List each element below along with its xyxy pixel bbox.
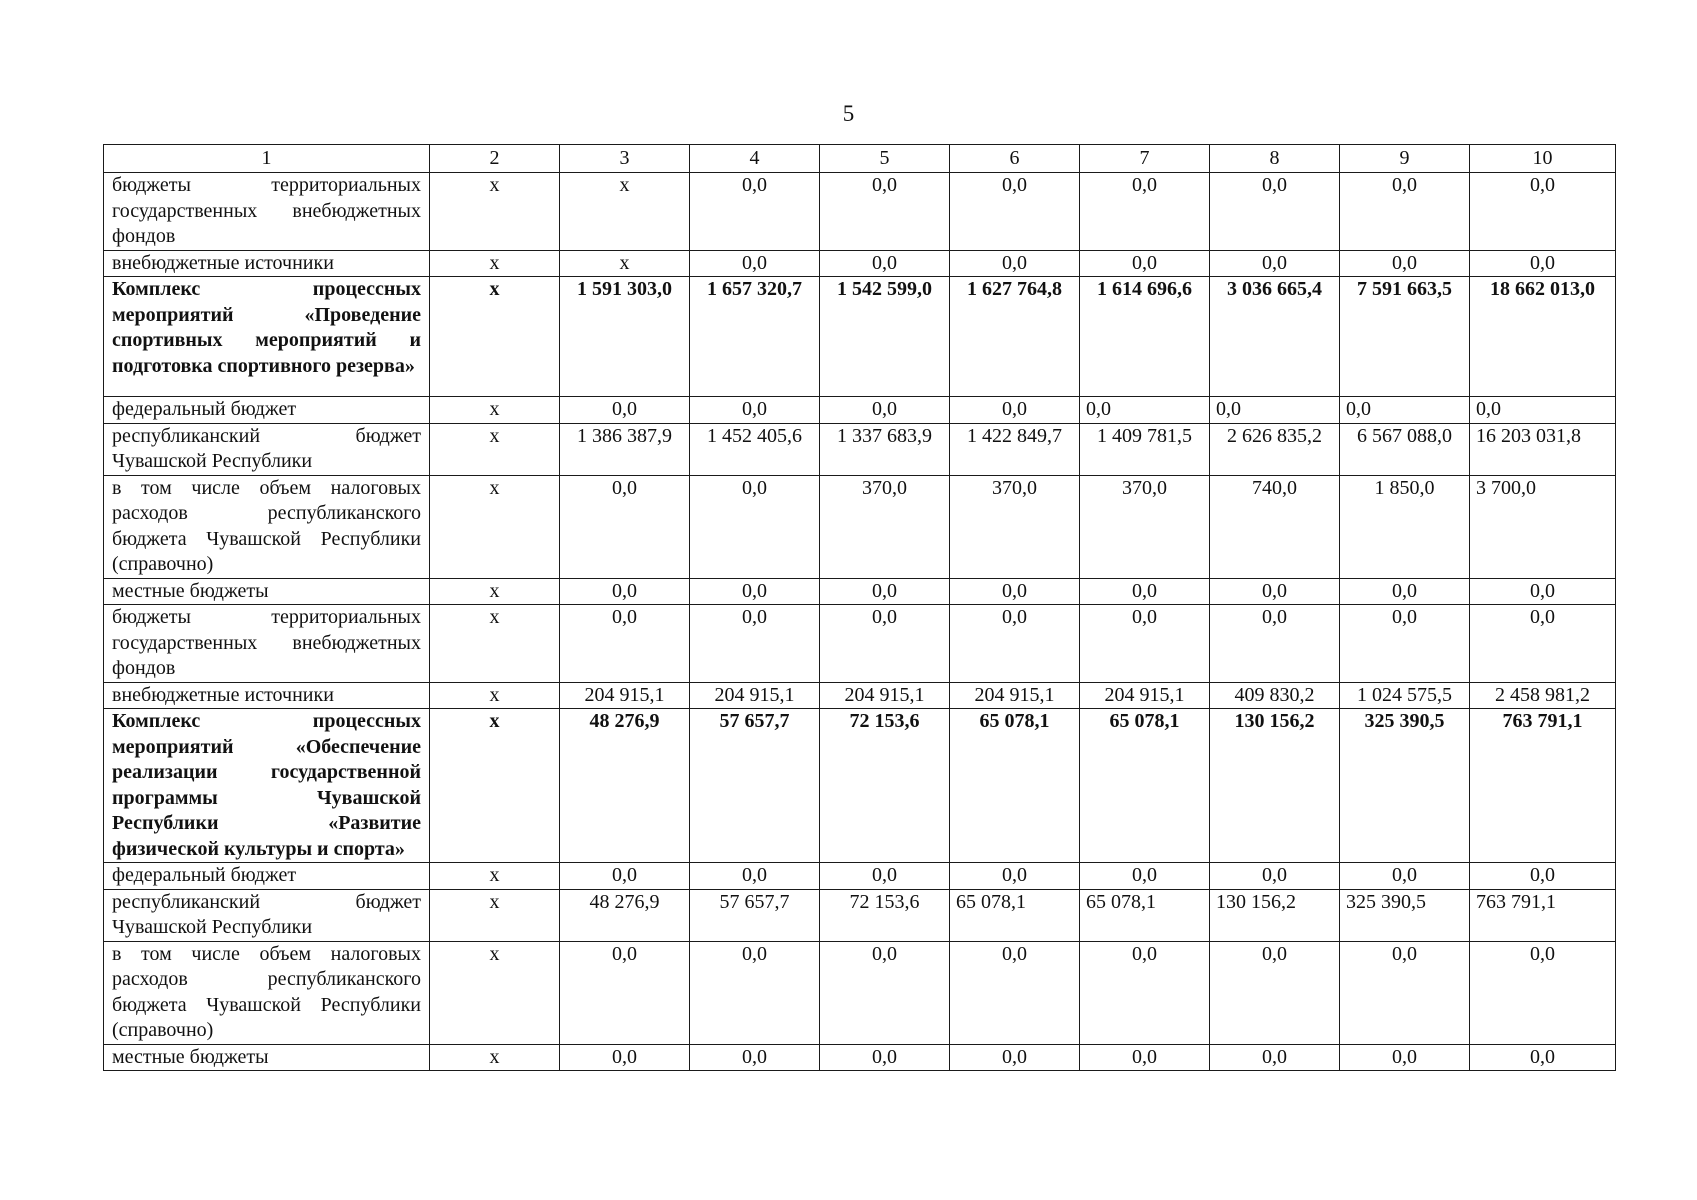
- value-cell-col-8: 409 830,2: [1210, 682, 1340, 709]
- row-label-cell: федеральный бюджет: [104, 397, 430, 424]
- table-row: [104, 397, 1616, 424]
- value-cell-col-9: 0,0: [1340, 1044, 1470, 1071]
- value-cell-col-7: 0,0: [1080, 250, 1210, 277]
- value-cell-col-10: 0,0: [1470, 605, 1616, 683]
- value-cell-col-10: 2 458 981,2: [1470, 682, 1616, 709]
- value-cell-col-6: 0,0: [950, 1044, 1080, 1071]
- value-cell-col-7: 65 078,1: [1080, 709, 1210, 863]
- row-label-cell: республиканский бюджет Чувашской Республики: [104, 423, 430, 475]
- row-label-cell: в том числе объем налоговых расходов республиканского бюджета Чувашской Республики (справочно): [104, 941, 430, 1044]
- value-cell-col-5: 0,0: [820, 578, 950, 605]
- table-row: [104, 423, 1616, 475]
- row-label-cell: внебюджетные источники: [104, 250, 430, 277]
- row-label-cell: республиканский бюджет Чувашской Республики: [104, 889, 430, 941]
- value-cell-col-8: 130 156,2: [1210, 889, 1340, 941]
- value-cell-col-3: 48 276,9: [560, 709, 690, 863]
- value-cell-col-4: 57 657,7: [690, 709, 820, 863]
- value-cell-col-2: х: [430, 889, 560, 941]
- value-cell-col-7: 65 078,1: [1080, 889, 1210, 941]
- value-cell-col-4: 0,0: [690, 173, 820, 251]
- value-cell-col-3: 0,0: [560, 475, 690, 578]
- value-cell-col-6: 0,0: [950, 173, 1080, 251]
- row-label-cell: местные бюджеты: [104, 1044, 430, 1071]
- value-cell-col-8: 130 156,2: [1210, 709, 1340, 863]
- value-cell-col-6: 0,0: [950, 941, 1080, 1044]
- value-cell-col-3: 1 386 387,9: [560, 423, 690, 475]
- value-cell-col-9: 0,0: [1340, 250, 1470, 277]
- value-cell-col-3: 1 591 303,0: [560, 277, 690, 397]
- table-row: [104, 889, 1616, 941]
- value-cell-col-4: 1 657 320,7: [690, 277, 820, 397]
- value-cell-col-5: 370,0: [820, 475, 950, 578]
- row-label-cell: Комплекс процессных мероприятий «Обеспечение реализации государственной программы Чувашской Республики «Развитие физической культуры и спорта»: [104, 709, 430, 863]
- row-label-cell: бюджеты территориальных государственных внебюджетных фондов: [104, 605, 430, 683]
- value-cell-col-4: 1 452 405,6: [690, 423, 820, 475]
- header-cell-7: 7: [1080, 145, 1210, 173]
- value-cell-col-10: 3 700,0: [1470, 475, 1616, 578]
- value-cell-col-4: 0,0: [690, 250, 820, 277]
- table-row: [104, 250, 1616, 277]
- row-label-cell: местные бюджеты: [104, 578, 430, 605]
- value-cell-col-6: 0,0: [950, 397, 1080, 424]
- value-cell-col-7: 0,0: [1080, 397, 1210, 424]
- value-cell-col-7: 0,0: [1080, 863, 1210, 890]
- page-number: 5: [842, 101, 855, 126]
- value-cell-col-4: 57 657,7: [690, 889, 820, 941]
- value-cell-col-9: 325 390,5: [1340, 709, 1470, 863]
- value-cell-col-3: 0,0: [560, 863, 690, 890]
- table-row: [104, 941, 1616, 1044]
- value-cell-col-8: 0,0: [1210, 250, 1340, 277]
- value-cell-col-7: 370,0: [1080, 475, 1210, 578]
- value-cell-col-10: 0,0: [1470, 397, 1616, 424]
- value-cell-col-3: 0,0: [560, 605, 690, 683]
- value-cell-col-2: х: [430, 578, 560, 605]
- table-row: [104, 863, 1616, 890]
- value-cell-col-4: 0,0: [690, 397, 820, 424]
- table-row: [104, 578, 1616, 605]
- value-cell-col-8: 740,0: [1210, 475, 1340, 578]
- row-label-cell: Комплекс процессных мероприятий «Проведение спортивных мероприятий и подготовка спортивного резерва»: [104, 277, 430, 397]
- value-cell-col-6: 0,0: [950, 863, 1080, 890]
- budget-table: [103, 144, 1616, 1071]
- value-cell-col-5: 0,0: [820, 250, 950, 277]
- value-cell-col-2: х: [430, 1044, 560, 1071]
- value-cell-col-5: 0,0: [820, 173, 950, 251]
- value-cell-col-8: 0,0: [1210, 941, 1340, 1044]
- value-cell-col-7: 0,0: [1080, 941, 1210, 1044]
- value-cell-col-4: 0,0: [690, 605, 820, 683]
- value-cell-col-10: 763 791,1: [1470, 709, 1616, 863]
- value-cell-col-10: 0,0: [1470, 173, 1616, 251]
- value-cell-col-5: 0,0: [820, 941, 950, 1044]
- value-cell-col-8: 0,0: [1210, 173, 1340, 251]
- value-cell-col-6: 65 078,1: [950, 889, 1080, 941]
- value-cell-col-7: 0,0: [1080, 605, 1210, 683]
- value-cell-col-8: 0,0: [1210, 397, 1340, 424]
- value-cell-col-2: х: [430, 423, 560, 475]
- value-cell-col-7: 0,0: [1080, 1044, 1210, 1071]
- value-cell-col-2: х: [430, 397, 560, 424]
- value-cell-col-2: х: [430, 475, 560, 578]
- table-row: [104, 605, 1616, 683]
- value-cell-col-2: х: [430, 605, 560, 683]
- value-cell-col-3: 0,0: [560, 578, 690, 605]
- value-cell-col-10: 16 203 031,8: [1470, 423, 1616, 475]
- header-cell-8: 8: [1210, 145, 1340, 173]
- value-cell-col-5: 204 915,1: [820, 682, 950, 709]
- header-cell-5: 5: [820, 145, 950, 173]
- value-cell-col-4: 0,0: [690, 1044, 820, 1071]
- table-row: [104, 475, 1616, 578]
- value-cell-col-2: х: [430, 250, 560, 277]
- value-cell-col-7: 0,0: [1080, 173, 1210, 251]
- table-row: [104, 1044, 1616, 1071]
- value-cell-col-2: х: [430, 682, 560, 709]
- value-cell-col-3: 0,0: [560, 941, 690, 1044]
- value-cell-col-4: 0,0: [690, 578, 820, 605]
- value-cell-col-2: х: [430, 277, 560, 397]
- value-cell-col-6: 0,0: [950, 605, 1080, 683]
- value-cell-col-10: 0,0: [1470, 1044, 1616, 1071]
- value-cell-col-9: 0,0: [1340, 941, 1470, 1044]
- value-cell-col-10: 763 791,1: [1470, 889, 1616, 941]
- value-cell-col-5: 72 153,6: [820, 889, 950, 941]
- value-cell-col-4: 0,0: [690, 863, 820, 890]
- value-cell-col-9: 0,0: [1340, 173, 1470, 251]
- value-cell-col-9: 7 591 663,5: [1340, 277, 1470, 397]
- value-cell-col-2: х: [430, 941, 560, 1044]
- value-cell-col-3: х: [560, 173, 690, 251]
- value-cell-col-4: 204 915,1: [690, 682, 820, 709]
- value-cell-col-3: 48 276,9: [560, 889, 690, 941]
- value-cell-col-7: 0,0: [1080, 578, 1210, 605]
- header-cell-2: 2: [430, 145, 560, 173]
- value-cell-col-6: 0,0: [950, 578, 1080, 605]
- header-cell-9: 9: [1340, 145, 1470, 173]
- header-cell-3: 3: [560, 145, 690, 173]
- header-cell-4: 4: [690, 145, 820, 173]
- value-cell-col-8: 2 626 835,2: [1210, 423, 1340, 475]
- value-cell-col-5: 0,0: [820, 605, 950, 683]
- value-cell-col-8: 0,0: [1210, 578, 1340, 605]
- value-cell-col-9: 1 024 575,5: [1340, 682, 1470, 709]
- value-cell-col-10: 0,0: [1470, 250, 1616, 277]
- value-cell-col-6: 65 078,1: [950, 709, 1080, 863]
- value-cell-col-9: 0,0: [1340, 578, 1470, 605]
- row-label-cell: бюджеты территориальных государственных внебюджетных фондов: [104, 173, 430, 251]
- value-cell-col-6: 204 915,1: [950, 682, 1080, 709]
- row-label-cell: федеральный бюджет: [104, 863, 430, 890]
- value-cell-col-5: 1 542 599,0: [820, 277, 950, 397]
- value-cell-col-7: 1 409 781,5: [1080, 423, 1210, 475]
- table-row: [104, 277, 1616, 397]
- table-row: [104, 709, 1616, 863]
- value-cell-col-3: 0,0: [560, 1044, 690, 1071]
- value-cell-col-8: 0,0: [1210, 1044, 1340, 1071]
- row-label-cell: в том числе объем налоговых расходов республиканского бюджета Чувашской Республики (справочно): [104, 475, 430, 578]
- value-cell-col-2: х: [430, 173, 560, 251]
- value-cell-col-3: 204 915,1: [560, 682, 690, 709]
- header-cell-10: 10: [1470, 145, 1616, 173]
- value-cell-col-3: х: [560, 250, 690, 277]
- value-cell-col-6: 1 627 764,8: [950, 277, 1080, 397]
- value-cell-col-4: 0,0: [690, 941, 820, 1044]
- value-cell-col-9: 0,0: [1340, 397, 1470, 424]
- value-cell-col-5: 0,0: [820, 397, 950, 424]
- value-cell-col-7: 204 915,1: [1080, 682, 1210, 709]
- value-cell-col-4: 0,0: [690, 475, 820, 578]
- value-cell-col-9: 325 390,5: [1340, 889, 1470, 941]
- value-cell-col-6: 0,0: [950, 250, 1080, 277]
- value-cell-col-10: 18 662 013,0: [1470, 277, 1616, 397]
- value-cell-col-8: 0,0: [1210, 863, 1340, 890]
- value-cell-col-10: 0,0: [1470, 863, 1616, 890]
- value-cell-col-9: 0,0: [1340, 605, 1470, 683]
- value-cell-col-9: 6 567 088,0: [1340, 423, 1470, 475]
- value-cell-col-10: 0,0: [1470, 941, 1616, 1044]
- value-cell-col-2: х: [430, 709, 560, 863]
- value-cell-col-5: 0,0: [820, 863, 950, 890]
- header-row: [104, 145, 1616, 173]
- value-cell-col-9: 1 850,0: [1340, 475, 1470, 578]
- value-cell-col-6: 370,0: [950, 475, 1080, 578]
- value-cell-col-7: 1 614 696,6: [1080, 277, 1210, 397]
- header-cell-1: 1: [104, 145, 430, 173]
- value-cell-col-5: 72 153,6: [820, 709, 950, 863]
- table-row: [104, 173, 1616, 251]
- value-cell-col-5: 0,0: [820, 1044, 950, 1071]
- value-cell-col-5: 1 337 683,9: [820, 423, 950, 475]
- value-cell-col-3: 0,0: [560, 397, 690, 424]
- value-cell-col-2: х: [430, 863, 560, 890]
- value-cell-col-8: 3 036 665,4: [1210, 277, 1340, 397]
- value-cell-col-6: 1 422 849,7: [950, 423, 1080, 475]
- value-cell-col-10: 0,0: [1470, 578, 1616, 605]
- value-cell-col-8: 0,0: [1210, 605, 1340, 683]
- value-cell-col-9: 0,0: [1340, 863, 1470, 890]
- header-cell-6: 6: [950, 145, 1080, 173]
- table-row: [104, 682, 1616, 709]
- row-label-cell: внебюджетные источники: [104, 682, 430, 709]
